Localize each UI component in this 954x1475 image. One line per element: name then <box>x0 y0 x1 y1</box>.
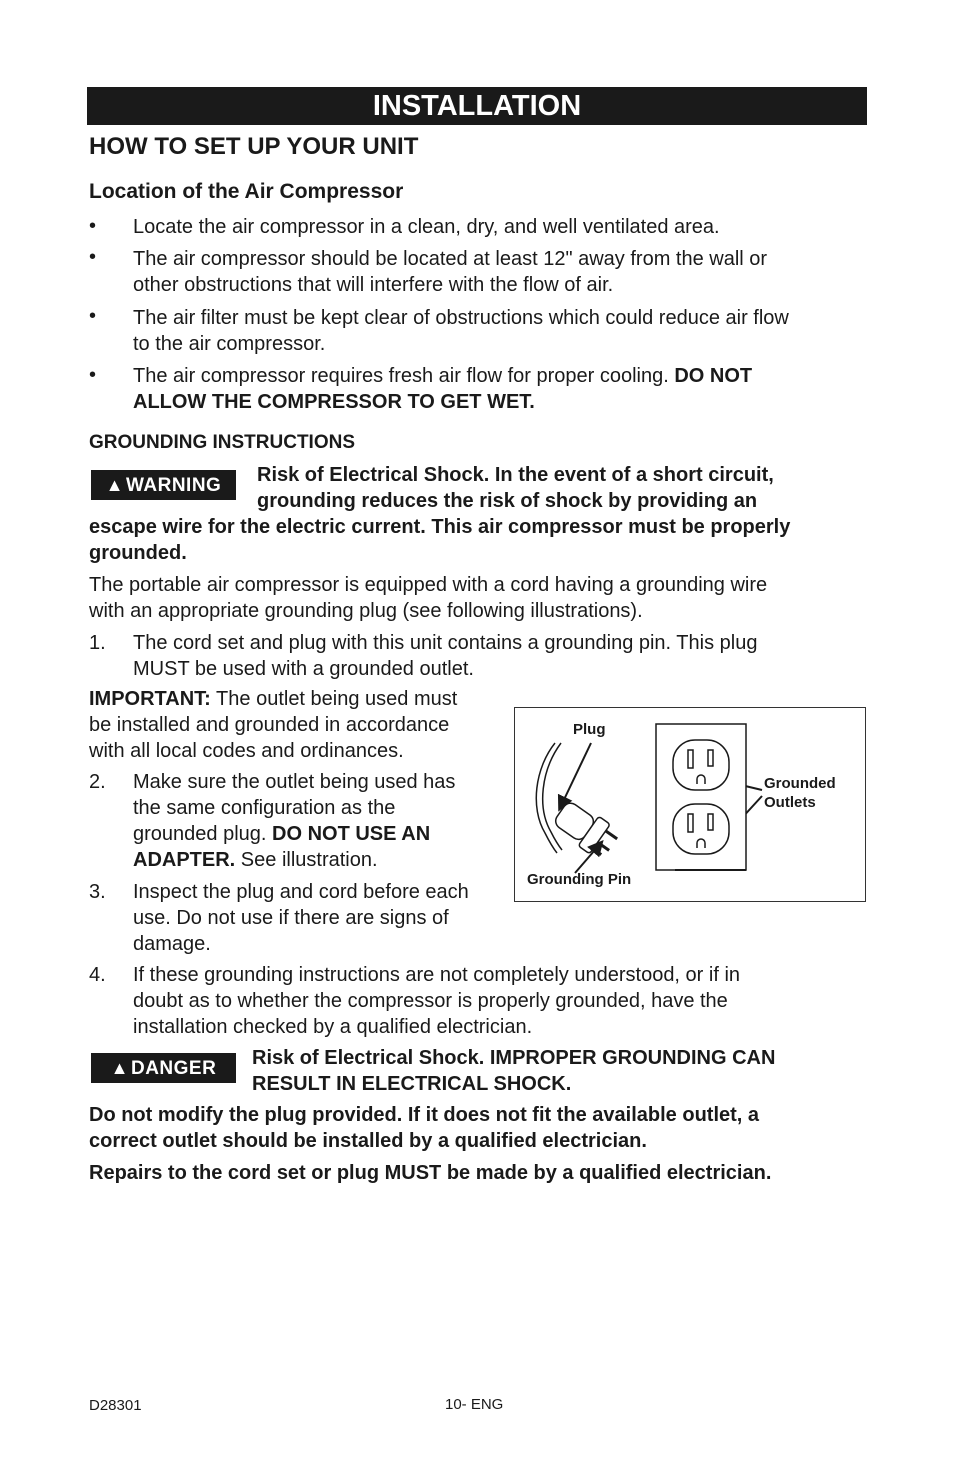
warning-text-bottom: escape wire for the electric current. This air compressor must be properly grounded. <box>89 516 791 564</box>
location-bullet-1: Locate the air compressor in a clean, dry, and well ventilated area. <box>133 216 720 238</box>
danger-badge: ▲ DANGER <box>91 1053 236 1083</box>
outlet-lower <box>673 804 729 854</box>
item-number: 4. <box>89 964 106 986</box>
danger-triangle-icon: ▲ <box>110 1058 129 1078</box>
bullet-icon: • <box>89 246 97 268</box>
plug-arrow <box>560 743 591 808</box>
section-banner: INSTALLATION <box>87 87 867 125</box>
page-heading: HOW TO SET UP YOUR UNIT <box>89 133 419 160</box>
plug-outlet-figure <box>514 707 866 902</box>
item-number: 3. <box>89 881 106 903</box>
location-title: Location of the Air Compressor <box>89 180 404 203</box>
bullet-icon: • <box>89 215 97 237</box>
warning-text-top: Risk of Electrical Shock. In the event of a short circuit, grounding reduces the risk of shock by providing an <box>257 464 774 512</box>
location-bullet-2: The air compressor should be located at least 12" away from the wall or other obstructions that will interfere with the flow of air. <box>133 248 768 296</box>
item-number: 2. <box>89 771 106 793</box>
repairs-warning: Repairs to the cord set or plug MUST be made by a qualified electrician. <box>89 1162 772 1184</box>
location-bullet-4: The air compressor requires fresh air flow for proper cooling. DO NOT ALLOW THE COMPRESSOR TO GET WET. <box>133 365 753 413</box>
grounding-item-1: The cord set and plug with this unit contains a grounding pin. This plug MUST be used with a grounded outlet. <box>133 632 758 680</box>
grounding-item-3: Inspect the plug and cord before each use. Do not use if there are signs of damage. <box>133 881 469 955</box>
grounding-intro: The portable air compressor is equipped with a cord having a grounding wire with an appropriate grounding plug (see following illustrations). <box>89 574 768 622</box>
grounding-item-2: Make sure the outlet being used has the same configuration as the grounded plug. DO NOT USE AN ADAPTER. See illustration. <box>133 771 456 871</box>
modify-warning: Do not modify the plug provided. If it does not fit the available outlet, a correct outlet should be installed by a qualified electrician. <box>89 1104 760 1152</box>
outlet-upper <box>673 740 729 790</box>
location-bullet-3: The air filter must be kept clear of obstructions which could reduce air flow to the air compressor. <box>133 307 789 355</box>
bullet-icon: • <box>89 364 97 386</box>
important-note: IMPORTANT: The outlet being used must be installed and grounded in accordance with all local codes and ordinances. <box>89 688 458 762</box>
grounding-pin-label: Grounding Pin <box>527 871 632 888</box>
bullet-icon: • <box>89 305 97 327</box>
page-number: 10- ENG <box>445 1396 504 1413</box>
plug-label: Plug <box>573 721 606 738</box>
grounding-title: GROUNDING INSTRUCTIONS <box>89 432 355 453</box>
grounded-outlets-label: Grounded Outlets <box>764 775 836 811</box>
danger-text: Risk of Electrical Shock. IMPROPER GROUNDING CAN RESULT IN ELECTRICAL SHOCK. <box>252 1047 776 1095</box>
grounding-item-4: If these grounding instructions are not completely understood, or if in doubt as to whether the compressor is properly grounded, have the installation checked by a qualified electrician. <box>133 964 741 1038</box>
warning-badge: ▲ WARNING <box>91 470 236 500</box>
doc-id: D28301 <box>89 1397 142 1414</box>
warning-triangle-icon: ▲ <box>105 475 124 495</box>
item-number: 1. <box>89 632 106 654</box>
